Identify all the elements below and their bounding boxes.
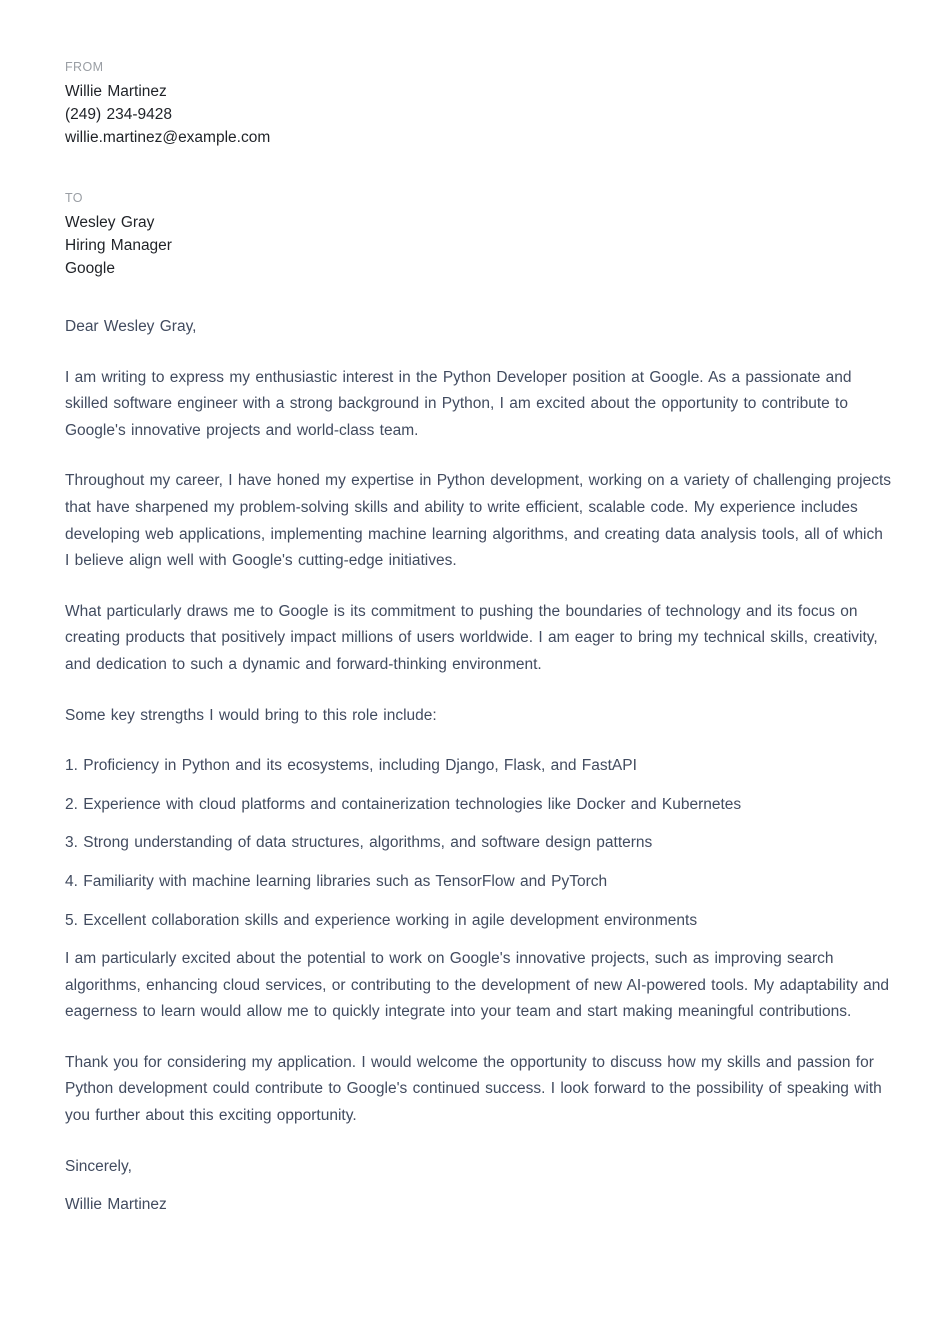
- list-item: [65, 753, 892, 780]
- cover-letter-content: [65, 58, 892, 1219]
- list-item-text: Excellent collaboration skills and experience working in agile development environments: [83, 911, 698, 929]
- paragraph-enthusiasm: I am particularly excited about the potential to work on Google's innovative projects, such as improving search algorithms, enhancing cloud services, or contributing to the development of new AI-powered tools. My adaptability and eagerness to learn would allow me to quickly integrate into your team and start making meaningful contributions.: [65, 950, 890, 1021]
- recipient-title: Hiring Manager: [65, 237, 172, 254]
- letter-body: [65, 314, 892, 1219]
- list-item: [65, 908, 892, 935]
- list-item-number: 3.: [65, 834, 78, 852]
- signature: Willie Martinez: [65, 1196, 167, 1214]
- strengths-list: [65, 753, 892, 934]
- sender-name: Willie Martinez: [65, 83, 167, 100]
- recipient-name: Wesley Gray: [65, 214, 155, 231]
- list-item: [65, 792, 892, 819]
- list-item-number: 5.: [65, 911, 78, 929]
- list-item-number: 1.: [65, 757, 78, 775]
- paragraph-thanks: Thank you for considering my application. I would welcome the opportunity to discuss how my skills and passion for Python development could contribute to Google's continued success. I look forward to the possibility of speaking with you further about this exciting opportunity.: [65, 1053, 882, 1125]
- list-item-text: Proficiency in Python and its ecosystems, including Django, Flask, and FastAPI: [83, 757, 637, 775]
- signoff: Sincerely,: [65, 1157, 132, 1175]
- paragraph-intro: I am writing to express my enthusiastic interest in the Python Developer position at Google. As a passionate and skilled software engineer with a strong background in Python, I am excited about the opportunity to contribute to Google's innovative projects and world-class team.: [65, 368, 852, 439]
- salutation: Dear Wesley Gray,: [65, 318, 197, 335]
- list-item-text: Experience with cloud platforms and containerization technologies like Docker and Kubernetes: [83, 795, 742, 813]
- recipient-company: Google: [65, 260, 115, 277]
- strengths-list-intro: Some key strengths I would bring to this role include:: [65, 706, 437, 724]
- paragraph-experience: Throughout my career, I have honed my expertise in Python development, working on a variety of challenging projects that have sharpened my problem-solving skills and ability to write efficient, scalable code. My experience includes developing web applications, implementing machine learning algorithms, and creating data analysis tools, all of which I believe align well with Google's cutting-edge initiatives.: [65, 472, 892, 570]
- from-label: FROM: [65, 60, 104, 74]
- list-item-text: Familiarity with machine learning libraries such as TensorFlow and PyTorch: [83, 872, 608, 890]
- list-item-number: 4.: [65, 872, 78, 890]
- recipient-block: [65, 189, 892, 280]
- sender-email: willie.martinez@example.com: [65, 129, 271, 146]
- sender-block: [65, 58, 892, 149]
- list-item: [65, 830, 892, 857]
- list-item-text: Strong understanding of data structures, algorithms, and software design patterns: [83, 834, 653, 852]
- list-item-number: 2.: [65, 795, 78, 813]
- sender-phone: (249) 234-9428: [65, 106, 172, 123]
- list-item: [65, 869, 892, 896]
- paragraph-motivation: What particularly draws me to Google is its commitment to pushing the boundaries of technology and its focus on creating products that positively impact millions of users worldwide. I am eager to bring my technical skills, creativity, and dedication to such a dynamic and forward-thinking environment.: [65, 602, 878, 673]
- to-label: TO: [65, 191, 83, 205]
